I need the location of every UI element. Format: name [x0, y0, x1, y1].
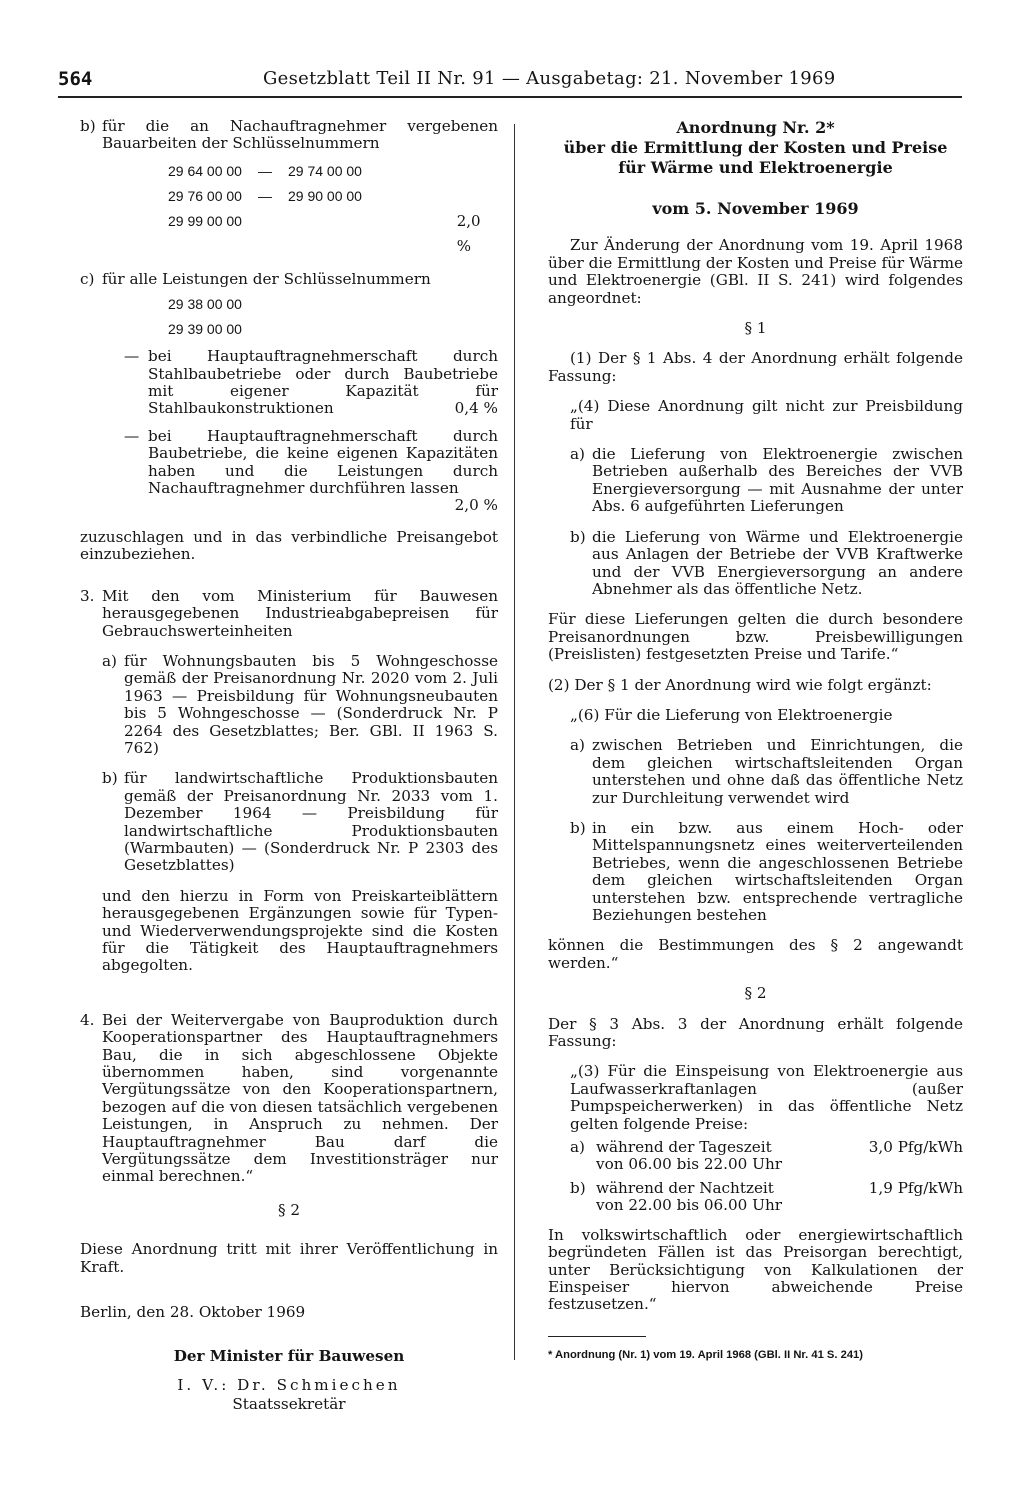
dash-item-1	[124, 348, 498, 418]
rate-period	[596, 1139, 869, 1174]
paragraph: Diese Anordnung tritt mit ihrer Veröffentlichung in Kraft.	[80, 1240, 498, 1276]
title-line: für Wärme und Elektroenergie	[618, 158, 893, 177]
rate-value: 1,9 Pfg/kWh	[868, 1178, 963, 1197]
item-marker: b)	[80, 117, 96, 135]
item-text: Bei der Weitervergabe von Bauproduktion durch Kooperationspartner des Hauptauftragnehmers Bau, die in sich abgeschlossene Objekte übernommen haben, sind vorgenannte Vergütungssätze von den Kooperationspartnern, bezogen auf die von diesen tatsächlich vergebenen Leistungen, in Anspruch zu nehmen. Der Hauptauftragnehmer Bau darf die Vergütungssätze dem Investitionsträger nur einmal berechnen.“	[102, 1010, 498, 1186]
item-text: und den hierzu in Form von Preiskarteiblättern herausgegebenen Ergänzungen sowie für Typen- und Wiederverwendungsprojekte sind die Kosten für die Tätigkeit des Hauptauftragnehmers abgegolten.	[102, 886, 498, 975]
item-text: für landwirtschaftliche Produktionsbauten gemäß der Preisanordnung Nr. 2033 vom 1. Dezember 1964 — Preisbildung für landwirtschaftliche Produktionsbauten (Warmbauten) — (Sonderdruck Nr. P 2303 des Gesetzblattes)	[124, 769, 498, 875]
rate-label: während der Tageszeit	[596, 1138, 772, 1157]
footnote-rule	[548, 1336, 646, 1337]
code-row	[168, 317, 498, 342]
item-marker: 4.	[80, 1010, 95, 1029]
place-date: Berlin, den 28. Oktober 1969	[80, 1303, 306, 1322]
paragraph: zuzuschlagen und in das verbindliche Preisangebot einzubeziehen.	[80, 527, 498, 564]
title-line: Anordnung Nr. 2*	[676, 118, 835, 137]
section-heading: § 2	[277, 1200, 301, 1219]
item-marker: a)	[570, 445, 585, 464]
code-list-b	[168, 159, 498, 259]
quote-intro: „(4) Diese Anordnung gilt nicht zur Preisbildung für	[570, 397, 963, 433]
code-start: 29 76 00 00	[168, 187, 242, 204]
code-start: 29 64 00 00	[168, 162, 242, 179]
item-text: für die an Nachauftragnehmer vergebenen Bauarbeiten der Schlüsselnummern	[102, 117, 498, 153]
title-line: über die Ermittlung der Kosten und Preise	[563, 138, 948, 157]
rate-label: während der Nachtzeit	[596, 1178, 774, 1197]
sub-item-b	[570, 529, 963, 599]
code-row	[168, 209, 498, 259]
item-marker: b)	[570, 1178, 586, 1197]
paragraph: (2) Der § 1 der Anordnung wird wie folgt ergänzt:	[548, 675, 932, 694]
paragraph: können die Bestimmungen des § 2 angewandt werden.“	[548, 936, 963, 972]
dash-body: bei Hauptauftragnehmerschaft durch Stahlbaubetriebe oder durch Baubetriebe mit eigener Kapazität für Stahlbaukonstruktionen	[148, 347, 498, 418]
rate-value: 3,0 Pfg/kWh	[868, 1138, 963, 1157]
list-item-4	[80, 1012, 498, 1186]
dash-text	[148, 428, 498, 515]
sub-item-a	[570, 446, 963, 516]
percent-value: 0,4 %	[454, 399, 498, 418]
dash-item-2	[124, 428, 498, 515]
item-marker: a)	[570, 736, 585, 755]
paragraph: Für diese Lieferungen gelten die durch besondere Preisanordnungen bzw. Preisbewilligungen (Preislisten) festgesetzten Preise und Tarife.“	[548, 610, 963, 664]
rate-table	[570, 1139, 963, 1215]
code-end: 29 90 00 00	[288, 187, 362, 204]
column-divider	[514, 124, 515, 1360]
dash-marker: —	[124, 426, 140, 445]
paragraph: Der § 3 Abs. 3 der Anordnung erhält folgende Fassung:	[548, 1014, 963, 1051]
signatory-title: Staatssekretär	[232, 1395, 346, 1414]
list-item-b	[80, 118, 498, 153]
rate-period	[596, 1180, 869, 1215]
code-row	[168, 159, 498, 184]
item-marker: c)	[80, 269, 95, 288]
item-text: Mit den vom Ministerium für Bauwesen herausgegebenen Industrieabgabepreisen für Gebrauchswerteinheiten	[102, 586, 498, 640]
list-item-3	[80, 588, 498, 999]
ordinance-title	[548, 118, 963, 178]
code-row	[168, 292, 498, 317]
item-marker: b)	[102, 769, 118, 788]
code-start: 29 39 00 00	[168, 321, 242, 338]
dash-body: bei Hauptauftragnehmerschaft durch Baubetriebe, die keine eigenen Kapazitäten haben und die Leistungen durch Nachauftragnehmer durchführen lassen	[148, 426, 498, 498]
item-marker: a)	[102, 651, 117, 670]
page-number: 564	[58, 68, 93, 90]
header-title: Gesetzblatt Teil II Nr. 91 — Ausgabetag: 21. November 1969	[263, 68, 836, 89]
paragraph: (1) Der § 1 Abs. 4 der Anordnung erhält folgende Fassung:	[548, 349, 963, 385]
header-rule	[58, 96, 962, 98]
code-end: 29 74 00 00	[288, 162, 362, 179]
code-list-c	[168, 292, 498, 342]
minister-title: Der Minister für Bauwesen	[173, 1346, 405, 1365]
code-end	[283, 209, 456, 259]
left-column	[80, 118, 498, 1427]
code-row	[168, 184, 498, 209]
rate-hours: von 06.00 bis 22.00 Uhr	[596, 1155, 782, 1174]
code-start: 29 38 00 00	[168, 296, 242, 313]
dash-marker: —	[124, 347, 140, 366]
sub-item-a	[102, 653, 498, 757]
paragraph: Zur Änderung der Anordnung vom 19. April 1968 über die Ermittlung der Kosten und Preise für Wärme und Elektroenergie (GBl. II S. 241) wird folgendes angeordnet:	[548, 236, 963, 307]
item-text: für Wohnungsbauten bis 5 Wohngeschosse gemäß der Preisanordnung Nr. 2020 vom 2. Juli 1963 — Preisbildung für Wohnungsneubauten bis 5 Wohngeschosse — (Sonderdruck Nr. P 2264 des Gesetzblattes; Ber. GBl. II 1963 S. 762)	[124, 651, 498, 757]
item-marker: 3.	[80, 586, 95, 605]
code-start: 29 99 00 00	[168, 212, 242, 229]
sub-item-b	[570, 820, 963, 924]
rate-hours: von 22.00 bis 06.00 Uhr	[596, 1196, 782, 1215]
section-heading: § 2	[744, 984, 767, 1003]
sub-item-b	[102, 770, 498, 874]
code-dash	[255, 209, 284, 259]
percent-value: 2,0 %	[454, 496, 498, 515]
page-header	[58, 64, 962, 94]
code-dash: —	[258, 187, 272, 204]
item-text: die Lieferung von Elektroenergie zwischen Betrieben außerhalb des Bereiches der VVB Energieversorgung — mit Ausnahme der unter Abs. 6 aufgeführten Lieferungen	[592, 445, 963, 516]
dash-text	[148, 348, 498, 418]
paragraph: In volkswirtschaftlich oder energiewirtschaftlich begründeten Fällen ist das Preisorgan berechtigt, unter Berücksichtigung von Kalkulationen der Einspeiser hiervon abweichende Preise festzusetzen.“	[548, 1225, 963, 1314]
code-percent: 2,0 %	[456, 211, 481, 255]
item-text: die Lieferung von Wärme und Elektroenergie aus Anlagen der Betriebe der VVB Kraftwerke und der VVB Energieversorgung an andere Abnehmer als das öffentliche Netz.	[592, 527, 963, 598]
item-text: in ein bzw. aus einem Hoch- oder Mittelspannungsnetz eines weiterverteilenden Betriebes, wenn die angeschlossenen Betriebe dem gleichen wirtschaftsleitenden Organ unterstehen bzw. entsprechende vertragliche Beziehungen bestehen	[592, 818, 963, 924]
item-marker: b)	[570, 818, 586, 837]
signatory-name: I. V.: Dr. Schmiechen	[177, 1375, 401, 1394]
item-text: zwischen Betrieben und Einrichtungen, die dem gleichen wirtschaftsleitenden Organ unterstehen und ohne daß das öffentliche Netz zur Durchleitung verwendet wird	[592, 736, 963, 807]
rate-row	[570, 1180, 963, 1215]
quote-intro: „(3) Für die Einspeisung von Elektroenergie aus Laufwasserkraftanlagen (außer Pumpspeicherwerken) in das öffentliche Netz gelten folgende Preise:	[570, 1062, 963, 1133]
code-dash: —	[258, 162, 272, 179]
rate-row	[570, 1139, 963, 1174]
footnote: * Anordnung (Nr. 1) vom 19. April 1968 (GBl. II Nr. 41 S. 241)	[548, 1348, 863, 1361]
section-heading: § 1	[744, 319, 767, 338]
quote-intro: „(6) Für die Lieferung von Elektroenergie	[570, 705, 893, 724]
item-text: für alle Leistungen der Schlüsselnummern	[102, 269, 431, 288]
sub-item-a	[570, 737, 963, 807]
item-body	[102, 588, 498, 999]
item-marker: a)	[570, 1138, 585, 1157]
ordinance-date: vom 5. November 1969	[652, 199, 859, 218]
right-column	[548, 118, 963, 1377]
list-item-c	[80, 271, 498, 288]
item-marker: b)	[570, 527, 586, 546]
